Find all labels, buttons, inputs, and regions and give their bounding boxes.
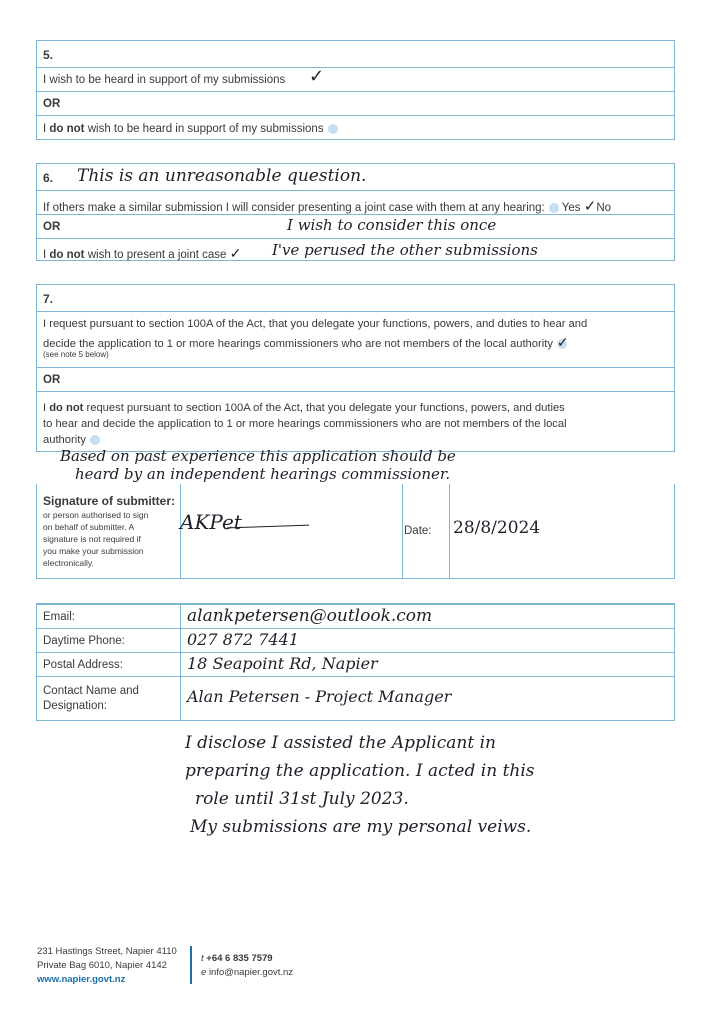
section-7-box <box>36 284 675 452</box>
section-7-option-no-request[interactable] <box>37 391 674 453</box>
email-row[interactable] <box>37 604 674 628</box>
phone-value: 027 872 7441 <box>187 630 299 649</box>
footer-email[interactable]: info@napier.govt.nz <box>208 967 294 978</box>
footer-divider <box>190 946 192 984</box>
handwritten-note-perused: I've perused the other submissions <box>272 241 538 259</box>
signature-desc-1: or person authorised to sign <box>43 510 149 520</box>
contact-name-row[interactable] <box>37 676 674 722</box>
email-label: Email: <box>43 611 75 623</box>
section-6-option-no-joint[interactable] <box>37 238 674 262</box>
radio-circle-icon[interactable] <box>549 203 559 213</box>
signature-image: AKPet <box>180 510 242 534</box>
section-5-header <box>37 41 674 67</box>
section-5-box <box>36 40 675 140</box>
checkmark-icon: ✓ <box>583 198 597 215</box>
signature-title: Signature of submitter: <box>43 494 176 508</box>
section-7-no-request-line-3: authority <box>43 434 100 446</box>
handwritten-note-experience-2: heard by an independent hearings commissioner. <box>75 465 451 483</box>
section-6-box <box>36 163 675 261</box>
footer-address-line-2: Private Bag 6010, Napier 4142 <box>37 960 167 971</box>
section-5-or <box>37 91 674 115</box>
disclosure-line-1: I disclose I assisted the Applicant in <box>185 733 496 753</box>
or-label: OR <box>43 98 61 110</box>
signature-box <box>36 484 675 579</box>
disclosure-line-4: My submissions are my personal veiws. <box>190 817 532 837</box>
section-6-option-joint[interactable] <box>37 190 674 214</box>
section-6-option-no-joint-label: I do not wish to present a joint case ✓ <box>43 245 242 261</box>
date-label: Date: <box>404 525 432 537</box>
section-6-option-joint-label: If others make a similar submission I will consider presenting a joint case with them at any hearing: Yes ✓No <box>43 198 612 215</box>
date-value: 28/8/2024 <box>453 518 541 538</box>
section-7-request-line-1: I request pursuant to section 100A of the Act, that you delegate your functions, powers, and duties to hear and <box>43 318 588 330</box>
section-7-or <box>37 367 674 391</box>
section-5-option-not-heard[interactable] <box>37 115 674 141</box>
section-5-number: 5. <box>43 48 54 62</box>
see-note-5: (see note 5 below) <box>43 350 109 359</box>
disclosure-line-2: preparing the application. I acted in this <box>185 761 535 781</box>
section-7-header <box>37 285 674 311</box>
section-7-number: 7. <box>43 292 54 306</box>
signature-desc-4: you make your submission <box>43 546 144 556</box>
contact-name-label-2: Designation: <box>43 700 107 712</box>
section-7-no-request-line-1: I do not request pursuant to section 100A of the Act, that you delegate your functions, powers, and duties <box>43 402 565 414</box>
signature-desc-3: signature is not required if <box>43 534 141 544</box>
or-label: OR <box>43 221 61 233</box>
checkmark-icon: ✓ <box>229 245 242 261</box>
handwritten-note-unreasonable: This is an unreasonable question. <box>77 166 367 186</box>
section-7-request-line-2: decide the application to 1 or more hearings commissioners who are not members of the local authority ✓ <box>43 334 569 350</box>
contact-box <box>36 603 675 721</box>
contact-name-value: Alan Petersen - Project Manager <box>187 687 452 706</box>
radio-circle-icon[interactable] <box>328 124 338 134</box>
signature-desc-2: on behalf of submitter. A <box>43 522 135 532</box>
section-5-option-heard-label: I wish to be heard in support of my submissions <box>43 74 286 86</box>
section-6-header <box>37 164 674 190</box>
postal-label: Postal Address: <box>43 659 123 671</box>
postal-row[interactable] <box>37 652 674 676</box>
postal-value: 18 Seapoint Rd, Napier <box>187 654 378 673</box>
signature-desc-5: electronically. <box>43 558 94 568</box>
disclosure-line-3: role until 31st July 2023. <box>195 789 409 809</box>
radio-circle-icon[interactable] <box>90 435 100 445</box>
section-6-or <box>37 214 674 238</box>
phone-label: Daytime Phone: <box>43 635 125 647</box>
section-7-no-request-line-2: to hear and decide the application to 1 or more hearings commissioners who are not members of the local <box>43 418 567 430</box>
checkmark-icon: ✓ <box>309 66 325 87</box>
footer-website-link[interactable]: www.napier.govt.nz <box>37 974 126 985</box>
handwritten-note-consider: I wish to consider this once <box>287 216 497 234</box>
section-5-option-not-heard-label: I do not wish to be heard in support of my submissions <box>43 123 338 135</box>
checkmark-icon: ✓ <box>556 334 569 350</box>
phone-row[interactable] <box>37 628 674 652</box>
footer-address <box>37 945 177 987</box>
footer-address-line-1: 231 Hastings Street, Napier 4110 <box>37 946 177 957</box>
email-value: alankpetersen@outlook.com <box>187 606 433 626</box>
handwritten-note-experience-1: Based on past experience this application should be <box>60 447 456 465</box>
footer-phone[interactable]: +64 6 835 7579 <box>206 953 273 964</box>
contact-name-label-1: Contact Name and <box>43 685 139 697</box>
or-label: OR <box>43 374 61 386</box>
footer-contact: t +64 6 835 7579 e info@napier.govt.nz <box>201 953 294 978</box>
section-6-number: 6. <box>43 171 54 185</box>
section-5-option-heard[interactable] <box>37 67 674 91</box>
section-7-option-request[interactable] <box>37 311 674 367</box>
